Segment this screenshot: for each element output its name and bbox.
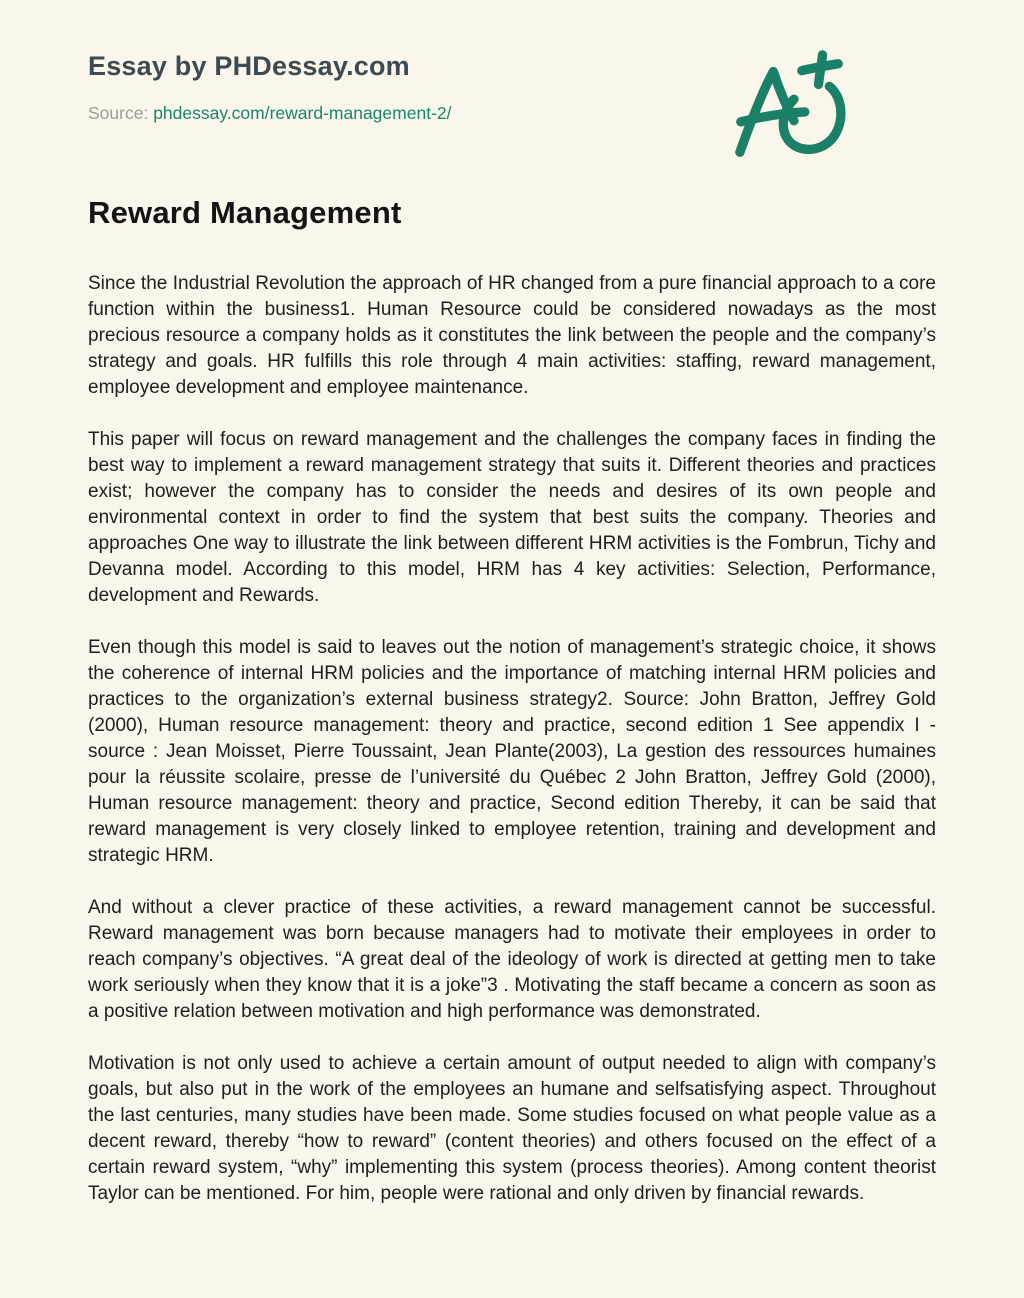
article-body [88,271,936,1207]
essay-paragraph-2: This paper will focus on reward management and the challenges the company faces in finding the best way to implement a reward management strategy that suits it. Different theories and practices exist; however the company has to consider the needs and desires of its own people and environmental context in order to find the system that best suits the company. Theories and approaches One way to illustrate the link between different HRM activities is the Fombrun, Tichy and Devanna model. According to this model, HRM has 4 key activities: Selection, Performance, development and Rewards. [88,429,936,606]
source-link[interactable]: phdessay.com/reward-management-2/ [153,103,452,123]
aplus-logo-icon [732,50,850,168]
page-title: Reward Management [88,195,402,230]
document-header-title: Essay by PHDessay.com [88,51,410,81]
essay-paragraph-5: Motivation is not only used to achieve a certain amount of output needed to align with company’s goals, but also put in the work of the employees an humane and selfsatisfying aspect. Throughout the last centuries, many studies have been made. Some studies focused on what people value as a decent reward, thereby “how to reward” (content theories) and others focused on the effect of a certain reward system, “why” implementing this system (process theories). Among content theorist Taylor can be mentioned. For him, people were rational and only driven by financial rewards. [88,1053,936,1204]
essay-paragraph-4: And without a clever practice of these activities, a reward management cannot be successful. Reward management was born because managers had to motivate their employees in order to reach company’s objectives. “A great deal of the ideology of work is directed at getting men to take work seriously when they know that it is a joke”3 . Motivating the staff became a concern as soon as a positive relation between motivation and high performance was demonstrated. [88,897,936,1022]
source-label: Source: [88,103,149,123]
essay-paragraph-1: Since the Industrial Revolution the approach of HR changed from a pure financial approach to a core function within the business1. Human Resource could be considered nowadays as the most precious resource a company holds as it constitutes the link between the people and the company’s strategy and goals. HR fulfills this role through 4 main activities: staffing, reward management, employee development and employee maintenance. [88,273,936,398]
essay-paragraph-3: Even though this model is said to leaves out the notion of management’s strategic choice, it shows the coherence of internal HRM policies and the importance of matching internal HRM policies and practices to the organization’s external business strategy2. Source: John Bratton, Jeffrey Gold (2000), Human resource management: theory and practice, second edition 1 See appendix I - source : Jean Moisset, Pierre Toussaint, Jean Plante(2003), La gestion des ressources humaines pour la réussite scolaire, presse de l’université du Québec 2 John Bratton, Jeffrey Gold (2000), Human resource management: theory and practice, Second edition Thereby, it can be said that reward management is very closely linked to employee retention, training and development and strategic HRM. [88,637,936,866]
document-header [88,0,936,123]
